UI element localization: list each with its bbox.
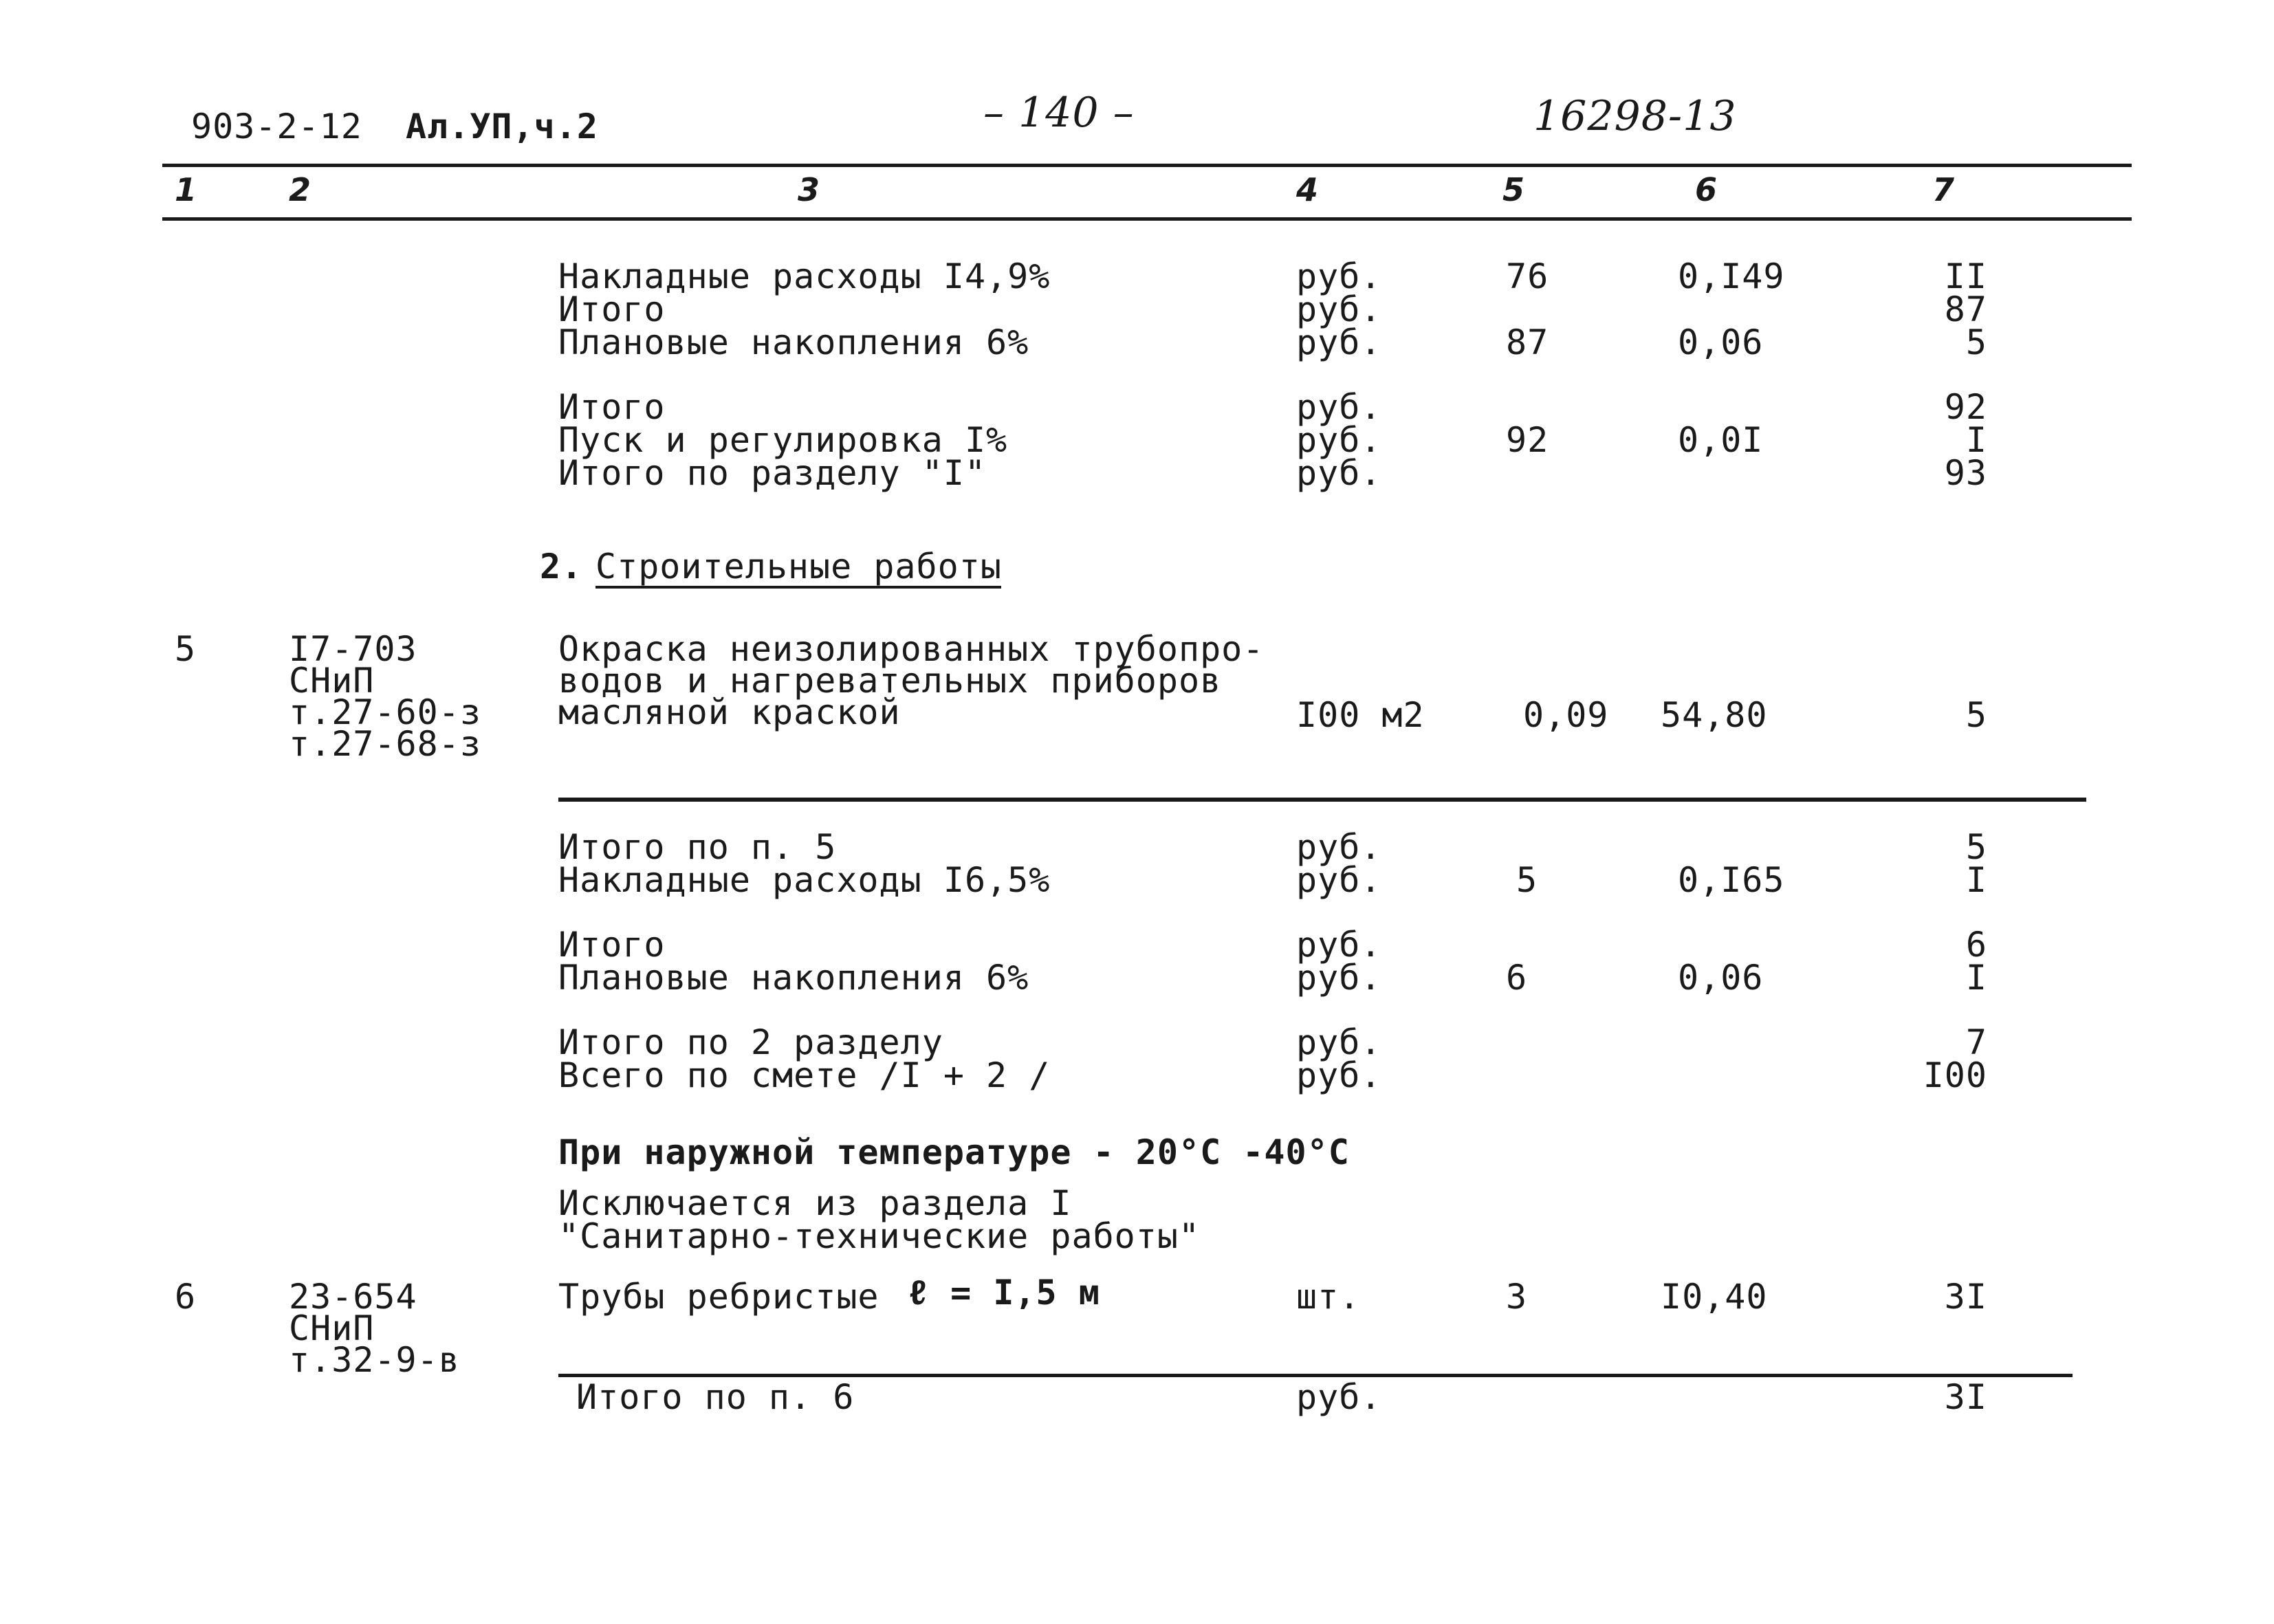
row-name: Итого по п. 5 xyxy=(558,827,837,867)
col-num-6: 6 xyxy=(1695,171,1718,208)
item5-rule xyxy=(558,798,2086,802)
row-name: Плановые накопления 6% xyxy=(558,958,1029,998)
item-code: I7-703 xyxy=(289,629,417,669)
row-qty: 87 xyxy=(1506,322,1549,362)
row-name: Пуск и регулировка I% xyxy=(558,420,1008,460)
row-name: Итого xyxy=(558,289,666,329)
item-qty: 3 xyxy=(1506,1277,1528,1317)
row-total: 92 xyxy=(1944,387,1987,427)
row-unit: руб. xyxy=(1296,958,1382,998)
exclusion-note: Исключается из раздела I xyxy=(558,1183,1072,1223)
row-total: II xyxy=(1944,256,1987,296)
row-qty: 76 xyxy=(1506,256,1549,296)
item-total: 3I xyxy=(1944,1277,1987,1317)
item-price: 54,80 xyxy=(1661,695,1768,735)
item-description: масляной краской xyxy=(558,692,901,732)
item6-total-label: Итого по п. 6 xyxy=(576,1377,855,1417)
row-unit: руб. xyxy=(1296,827,1382,867)
item-unit: I00 м2 xyxy=(1296,695,1425,735)
item-number: 6 xyxy=(175,1277,197,1317)
row-unit: руб. xyxy=(1296,420,1382,460)
item-code: т.27-60-з xyxy=(289,692,481,732)
row-price: 0,I65 xyxy=(1678,860,1785,900)
album-ref: Ал.УП,ч.2 xyxy=(406,107,598,146)
col-num-3: 3 xyxy=(798,171,821,208)
col-num-7: 7 xyxy=(1932,171,1956,208)
item-description: водов и нагревательных приборов xyxy=(558,661,1222,701)
row-unit: руб. xyxy=(1296,925,1382,965)
item-unit: шт. xyxy=(1296,1277,1361,1317)
row-qty: 5 xyxy=(1516,860,1538,900)
row-unit: руб. xyxy=(1296,289,1382,329)
row-price: 0,06 xyxy=(1678,322,1764,362)
col-num-5: 5 xyxy=(1502,171,1526,208)
row-total: I xyxy=(1965,958,1987,998)
item6-total-unit: руб. xyxy=(1296,1377,1382,1417)
col-num-1: 1 xyxy=(175,171,198,208)
row-name: Накладные расходы I6,5% xyxy=(558,860,1051,900)
row-unit: руб. xyxy=(1296,1022,1382,1062)
item6-total-value: 3I xyxy=(1944,1377,1987,1417)
section2-number: 2. xyxy=(540,547,583,586)
item-description: Окраска неизолированных трубопро- xyxy=(558,629,1265,669)
row-qty: 6 xyxy=(1506,958,1528,998)
header-rule-top xyxy=(162,164,2132,167)
header-rule-bottom xyxy=(162,217,2132,221)
row-total: I xyxy=(1965,420,1987,460)
temperature-note: При наружной температуре - 20°С -40°С xyxy=(558,1132,1350,1172)
row-unit: руб. xyxy=(1296,860,1382,900)
row-price: 0,06 xyxy=(1678,958,1764,998)
row-unit: руб. xyxy=(1296,387,1382,427)
item-code: СНиП xyxy=(289,661,375,701)
row-name: Итого xyxy=(558,925,666,965)
row-unit: руб. xyxy=(1296,322,1382,362)
item-description: Трубы ребристые xyxy=(558,1277,879,1317)
item-code: т.32-9-в xyxy=(289,1340,460,1380)
row-unit: руб. xyxy=(1296,1055,1382,1095)
doc-ref-number: 16298-13 xyxy=(1533,92,1737,140)
section2-title: Строительные работы xyxy=(595,550,1001,589)
item-price: I0,40 xyxy=(1661,1277,1768,1317)
row-price: 0,I49 xyxy=(1678,256,1785,296)
row-name: Итого xyxy=(558,387,666,427)
row-name: Всего по смете /I + 2 / xyxy=(558,1055,1051,1095)
row-total: 7 xyxy=(1965,1022,1987,1062)
row-unit: руб. xyxy=(1296,453,1382,493)
item-code: 23-654 xyxy=(289,1277,417,1317)
row-unit: руб. xyxy=(1296,256,1382,296)
row-total: 5 xyxy=(1965,322,1987,362)
item-number: 5 xyxy=(175,629,197,669)
row-total: 87 xyxy=(1944,289,1987,329)
row-name: Накладные расходы I4,9% xyxy=(558,256,1051,296)
item-code: СНиП xyxy=(289,1308,375,1348)
col-num-4: 4 xyxy=(1296,171,1320,208)
item-total: 5 xyxy=(1965,695,1987,735)
row-name: Итого по 2 разделу xyxy=(558,1022,943,1062)
row-name: Плановые накопления 6% xyxy=(558,322,1029,362)
item-length: ℓ = I,5 м xyxy=(908,1273,1100,1313)
row-total: 93 xyxy=(1944,453,1987,493)
row-total: I00 xyxy=(1923,1055,1987,1095)
exclusion-note-section: "Санитарно-технические работы" xyxy=(558,1216,1201,1256)
row-total: 5 xyxy=(1965,827,1987,867)
col-num-2: 2 xyxy=(289,171,312,208)
row-total: 6 xyxy=(1965,925,1987,965)
row-name: Итого по разделу "I" xyxy=(558,453,987,493)
row-total: I xyxy=(1965,860,1987,900)
page-number: – 140 – xyxy=(983,89,1135,137)
doc-code: 903-2-12 xyxy=(191,107,362,146)
item-qty: 0,09 xyxy=(1523,695,1609,735)
row-price: 0,0I xyxy=(1678,420,1764,460)
item-code: т.27-68-з xyxy=(289,724,481,764)
row-qty: 92 xyxy=(1506,420,1549,460)
